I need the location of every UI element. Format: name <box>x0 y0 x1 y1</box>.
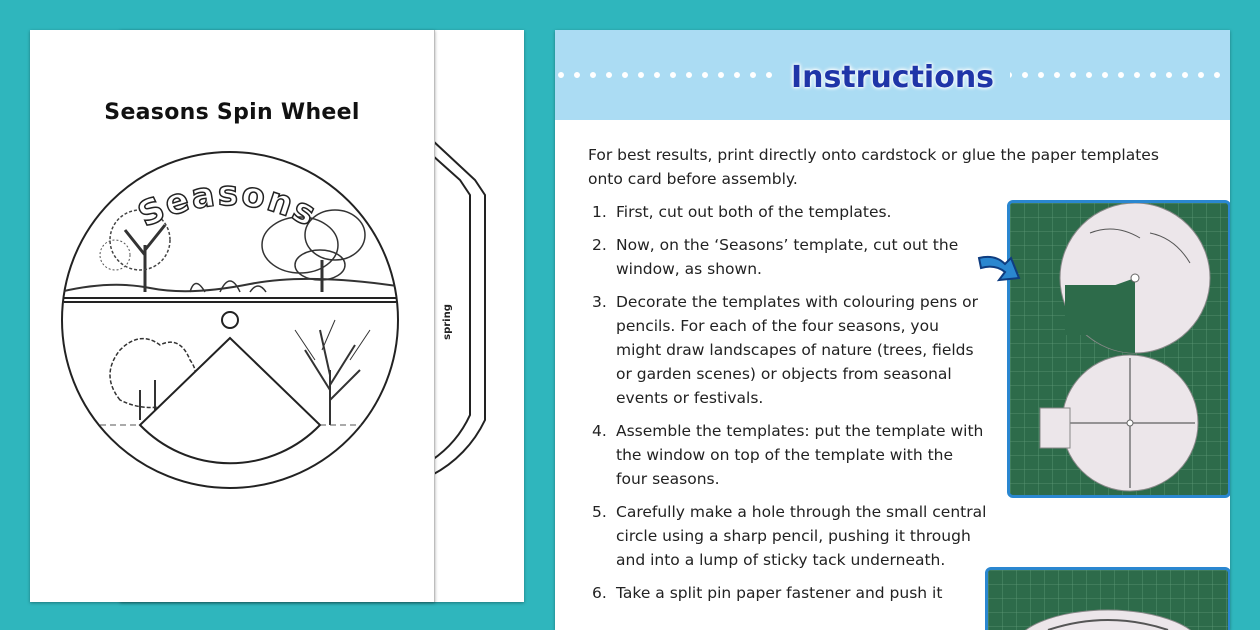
back-label-spring: spring <box>442 304 453 340</box>
step-number: 2. <box>592 236 607 254</box>
steps-list <box>588 200 988 614</box>
step-text: Assemble the templates: put the template with the window on top of the template with the four seasons. <box>616 422 984 488</box>
front-template-page <box>30 30 435 602</box>
step-item <box>588 581 988 605</box>
wheel-word: Seasons <box>132 173 324 236</box>
template-title: Seasons Spin Wheel <box>104 100 360 125</box>
step-number: 3. <box>592 293 607 311</box>
page-title: Instructions <box>790 60 995 95</box>
step-text: Now, on the ‘Seasons’ template, cut out the window, as shown. <box>616 236 959 278</box>
pinned-wheel-photo-drawing <box>988 570 1228 630</box>
step-item <box>588 290 988 410</box>
step-number: 4. <box>592 422 607 440</box>
step-item <box>588 500 988 572</box>
step-text: Take a split pin paper fastener and push it <box>616 584 943 602</box>
assembly-photo <box>1007 200 1230 498</box>
intro-text: For best results, print directly onto cardstock or glue the paper templates onto card before assembly. <box>588 146 1159 188</box>
assembly-photo-drawing <box>1010 203 1228 495</box>
pinned-wheel-photo <box>985 567 1230 630</box>
instructions-page <box>555 30 1230 630</box>
step-text: First, cut out both of the templates. <box>616 203 892 221</box>
step-item <box>588 233 988 281</box>
arrow-icon <box>975 250 1027 290</box>
step-text: Carefully make a hole through the small central circle using a sharp pencil, pushing it through and into a lump of sticky tack underneath. <box>616 503 987 569</box>
seasons-wheel-drawing <box>30 30 434 602</box>
step-number: 1. <box>592 203 607 221</box>
step-number: 6. <box>592 584 607 602</box>
step-item <box>588 200 988 224</box>
step-text: Decorate the templates with colouring pens or pencils. For each of the four seasons, you might draw landscapes of nature (trees, fields or garden scenes) or objects from seasonal events or festivals. <box>616 293 978 407</box>
step-number: 5. <box>592 503 607 521</box>
step-item <box>588 419 988 491</box>
